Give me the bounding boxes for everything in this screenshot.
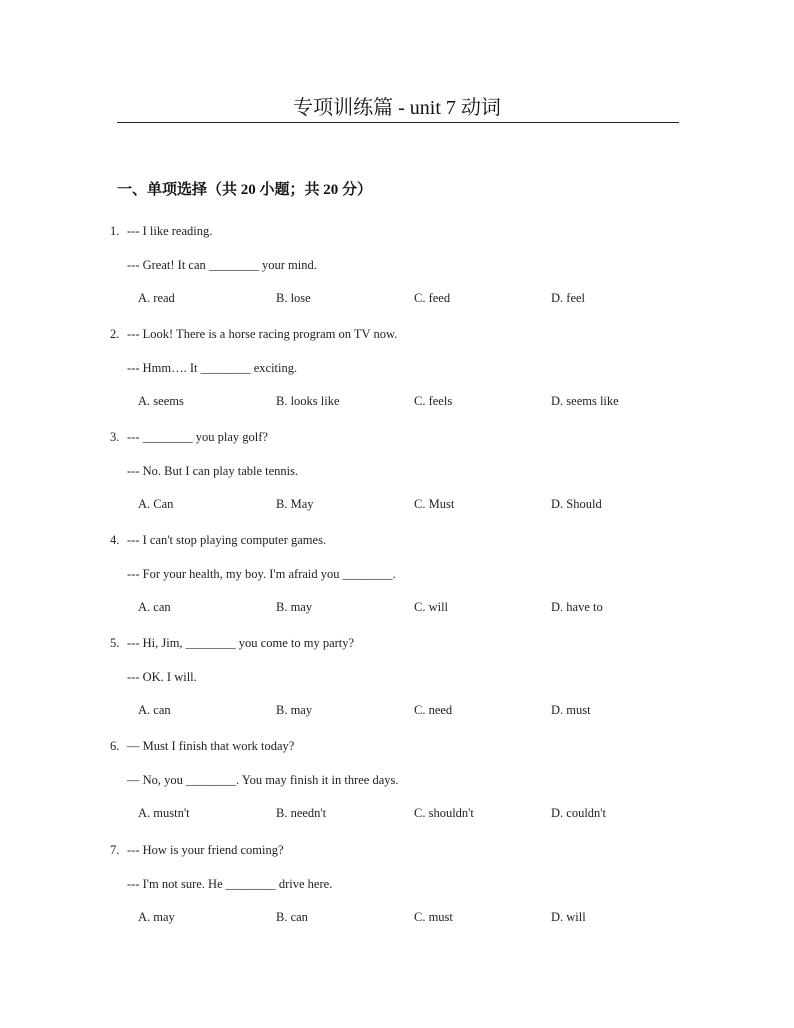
question-item [0, 635, 794, 745]
question-number: 2. [110, 327, 120, 341]
question-item [0, 326, 794, 436]
option-a: A. seems [138, 394, 184, 408]
option-d: D. have to [551, 600, 603, 614]
option-b: B. looks like [276, 394, 340, 408]
option-d: D. Should [551, 497, 602, 511]
question-response: --- OK. I will. [127, 670, 197, 684]
question-number: 6. [110, 739, 120, 753]
question-item [0, 223, 794, 333]
option-c: C. shouldn't [414, 806, 474, 820]
question-number: 1. [110, 224, 120, 238]
question-prompt: — Must I finish that work today? [127, 739, 295, 753]
question-item [0, 738, 794, 848]
question-prompt: --- How is your friend coming? [127, 843, 284, 857]
question-prompt: --- Hi, Jim, ________ you come to my party? [127, 636, 355, 650]
option-c: C. must [414, 910, 453, 924]
question-response: --- No. But I can play table tennis. [127, 464, 299, 478]
option-c: C. feels [414, 394, 453, 408]
option-d: D. feel [551, 291, 586, 305]
page-title: 专项训练篇 - unit 7 动词 [293, 97, 501, 119]
question-prompt: --- I like reading. [127, 224, 213, 238]
option-b: B. can [276, 910, 308, 924]
option-a: A. can [138, 600, 171, 614]
option-b: B. needn't [276, 806, 327, 820]
question-prompt: --- I can't stop playing computer games. [127, 533, 327, 547]
option-c: C. need [414, 703, 453, 717]
option-a: A. read [138, 291, 175, 305]
option-a: A. Can [138, 497, 174, 511]
option-b: B. may [276, 600, 313, 614]
question-number: 7. [110, 843, 120, 857]
option-d: D. couldn't [551, 806, 607, 820]
option-d: D. seems like [551, 394, 619, 408]
question-response: --- Great! It can ________ your mind. [127, 258, 317, 272]
question-number: 5. [110, 636, 120, 650]
question-number: 3. [110, 430, 120, 444]
option-c: C. feed [414, 291, 451, 305]
question-prompt: --- ________ you play golf? [127, 430, 268, 444]
question-item [0, 842, 794, 952]
question-response: --- For your health, my boy. I'm afraid you ________. [127, 567, 396, 581]
option-a: A. may [138, 910, 175, 924]
option-b: B. lose [276, 291, 311, 305]
question-prompt: --- Look! There is a horse racing program on TV now. [127, 327, 398, 341]
option-b: B. may [276, 703, 313, 717]
option-a: A. can [138, 703, 171, 717]
question-response: --- I'm not sure. He ________ drive here. [127, 877, 333, 891]
question-response: --- Hmm…. It ________ exciting. [127, 361, 298, 375]
question-item [0, 532, 794, 642]
option-d: D. will [551, 910, 586, 924]
option-b: B. May [276, 497, 314, 511]
option-c: C. will [414, 600, 449, 614]
question-item [0, 429, 794, 539]
question-response: — No, you ________. You may finish it in three days. [127, 773, 399, 787]
option-c: C. Must [414, 497, 455, 511]
option-a: A. mustn't [138, 806, 190, 820]
option-d: D. must [551, 703, 591, 717]
section-heading: 一、单项选择（共 20 小题；共 20 分） [117, 182, 373, 198]
question-number: 4. [110, 533, 120, 547]
